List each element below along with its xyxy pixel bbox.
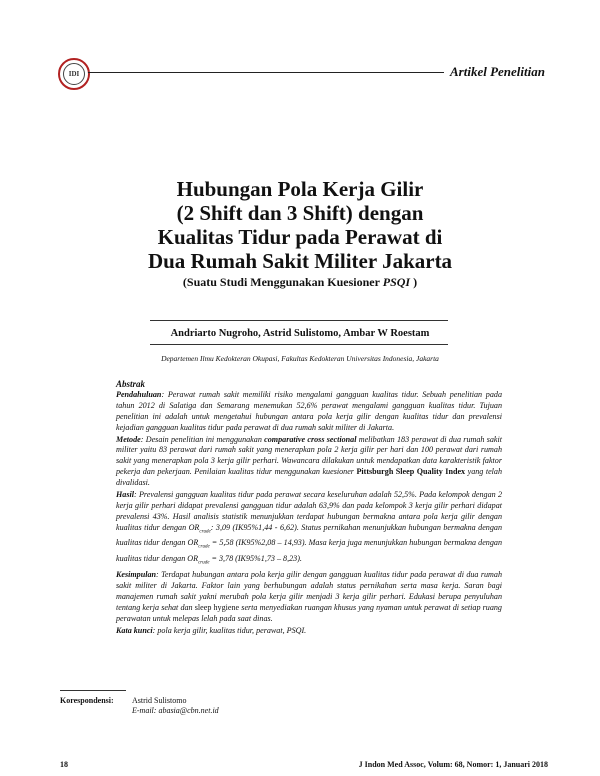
- article-rubric: Artikel Penelitian: [444, 64, 545, 80]
- hasil-text: = 3,78 (IK95%1,73 – 8,23).: [209, 553, 302, 563]
- authors: Andriarto Nugroho, Astrid Sulistomo, Ambar W Roestam: [170, 328, 430, 339]
- correspondence-label: Korespondensi:: [60, 696, 114, 705]
- abstract-pendahuluan: [116, 390, 502, 434]
- abstract-heading: Abstrak: [116, 379, 146, 389]
- keywords-text: : pola kerja gilir, kualitas tidur, perawat, PSQI.: [152, 625, 307, 635]
- metode-instrument: Pittsburgh Sleep Quality Index: [356, 467, 466, 477]
- kesimpulan-text: : Terdapat hubungan antara pola kerja gilir dengan gangguan kualitas tidur pada perawat di dua rumah sakit militer di Jakarta. Faktor lain yang berhubungan adalah status pernikahan serta masa kerja. Saran bagi manajemen rumah sakit yakni merubah pola kerja gilir menjadi 3 kerja gilir perhari. Edukasi berupa penyuluhan tentang kerja sehat dan: [116, 570, 502, 613]
- subtitle-prefix: (Suatu Studi Menggunakan Kuesioner: [182, 275, 383, 289]
- correspondence-values: [132, 696, 219, 716]
- journal-logo: [58, 58, 90, 90]
- logo-text: IDI: [63, 63, 85, 85]
- hasil-subscript: crude: [198, 560, 210, 566]
- title-line: (2 Shift dan 3 Shift) dengan: [176, 201, 424, 225]
- journal-citation: J Indon Med Assoc, Volum: 68, Nomor: 1, Januari 2018: [358, 760, 548, 769]
- title-line: Dua Rumah Sakit Militer Jakarta: [147, 249, 453, 273]
- metode-text: : Desain penelitian ini menggunakan: [140, 434, 265, 444]
- kesimpulan-term: sleep hygiene: [194, 603, 240, 613]
- authors-rule-bottom: [150, 344, 448, 345]
- hasil-text: : 3,09 (IK95%1,44 - 6,62). Status pernikahan menunjukkan hubungan bermakna dengan kualitas tidur dengan OR: [116, 522, 502, 548]
- pendahuluan-text: : Perawat rumah sakit memiliki risiko mengalami gangguan kualitas tidur. Sebuah penelitian pada tahun 2012 di Salatiga dan Semarang menemukan 52,6% perawat mengalami gangguan kualitas tidur. Tujuan penelitian ini adalah untuk mengetahui hubungan antara pola kerja gilir dengan kualitas tidur dan prevalensi kejadian gangguan kualitas tidur pada perawat di dua rumah sakit militer di Jakarta.: [116, 389, 502, 432]
- abstract: [116, 379, 502, 638]
- correspondence-email[interactable]: E-mail: abasia@cbn.net.id: [132, 706, 219, 715]
- keywords-label: Kata kunci: [116, 625, 153, 635]
- correspondence-name: Astrid Sulistomo: [132, 696, 187, 705]
- metode-label: Metode: [116, 434, 141, 444]
- correspondence: [60, 696, 219, 716]
- affiliation: Departemen Ilmu Kedokteran Okupasi, Fakultas Kedokteran Universitas Indonesia, Jakarta: [161, 354, 439, 363]
- subtitle-italic: PSQI: [382, 275, 411, 289]
- hasil-label: Hasil: [116, 490, 134, 500]
- abstract-keywords: [116, 626, 502, 637]
- metode-text: melibatkan 183 perawat di dua rumah sakit militer yaitu 83 perawat dari rumah sakit yang menerapkan pola 2 kerja gilir per hari dan 100 perawat dari rumah sakit yang menerapkan pola 3 kerja gilir perhari. Wawancara dilakukan untuk mendapatkan data karakteristik faktor pekerja dan pekerjaan. Penilaian kualitas tidur menggunakan kuesioner: [116, 434, 503, 477]
- pendahuluan-label: Pendahuluan: [116, 389, 162, 399]
- kesimpulan-label: Kesimpulan: [116, 570, 157, 580]
- article-subtitle: [100, 275, 500, 290]
- hasil-text: : Prevalensi gangguan kualitas tidur pada perawat secara keseluruhan adalah 52,5%. Pada kelompok dengan 2 kerja gilir perhari didapat prevalensi gangguan tidur adalah 63,9% dan pada kelompok 3 kerja gilir perhari didapat prevalensi 43%. Hasil analisis statistik menunjukkan terdapat hubungan bermakna antara pola kerja gilir dengan kualitas tidur dengan OR: [116, 490, 502, 532]
- title-line: Hubungan Pola Kerja Gilir: [176, 177, 424, 201]
- abstract-metode: [116, 435, 502, 490]
- metode-text: yang telah divalidasi.: [116, 467, 503, 488]
- authors-rule-top: [150, 320, 448, 321]
- hasil-subscript: crude: [199, 529, 211, 535]
- article-title: [100, 177, 500, 273]
- abstract-kesimpulan: [116, 570, 502, 625]
- footnote-rule: [60, 690, 126, 691]
- metode-design: comparative cross sectional: [264, 434, 357, 444]
- subtitle-suffix: ): [410, 275, 418, 289]
- hasil-text: = 5,58 (IK95%2,08 – 14,93). Masa kerja juga menunjukkan hubungan bermakna dengan kualitas tidur dengan OR: [116, 538, 502, 563]
- hasil-subscript: crude: [198, 544, 210, 550]
- abstract-hasil: [116, 490, 502, 569]
- title-line: Kualitas Tidur pada Perawat di: [157, 225, 443, 249]
- kesimpulan-text: serta menyediakan ruangan khusus yang nyaman untuk perawat di setiap ruang perawatan untuk melepas lelah pada saat dinas.: [116, 603, 502, 623]
- page-number: 18: [60, 760, 68, 769]
